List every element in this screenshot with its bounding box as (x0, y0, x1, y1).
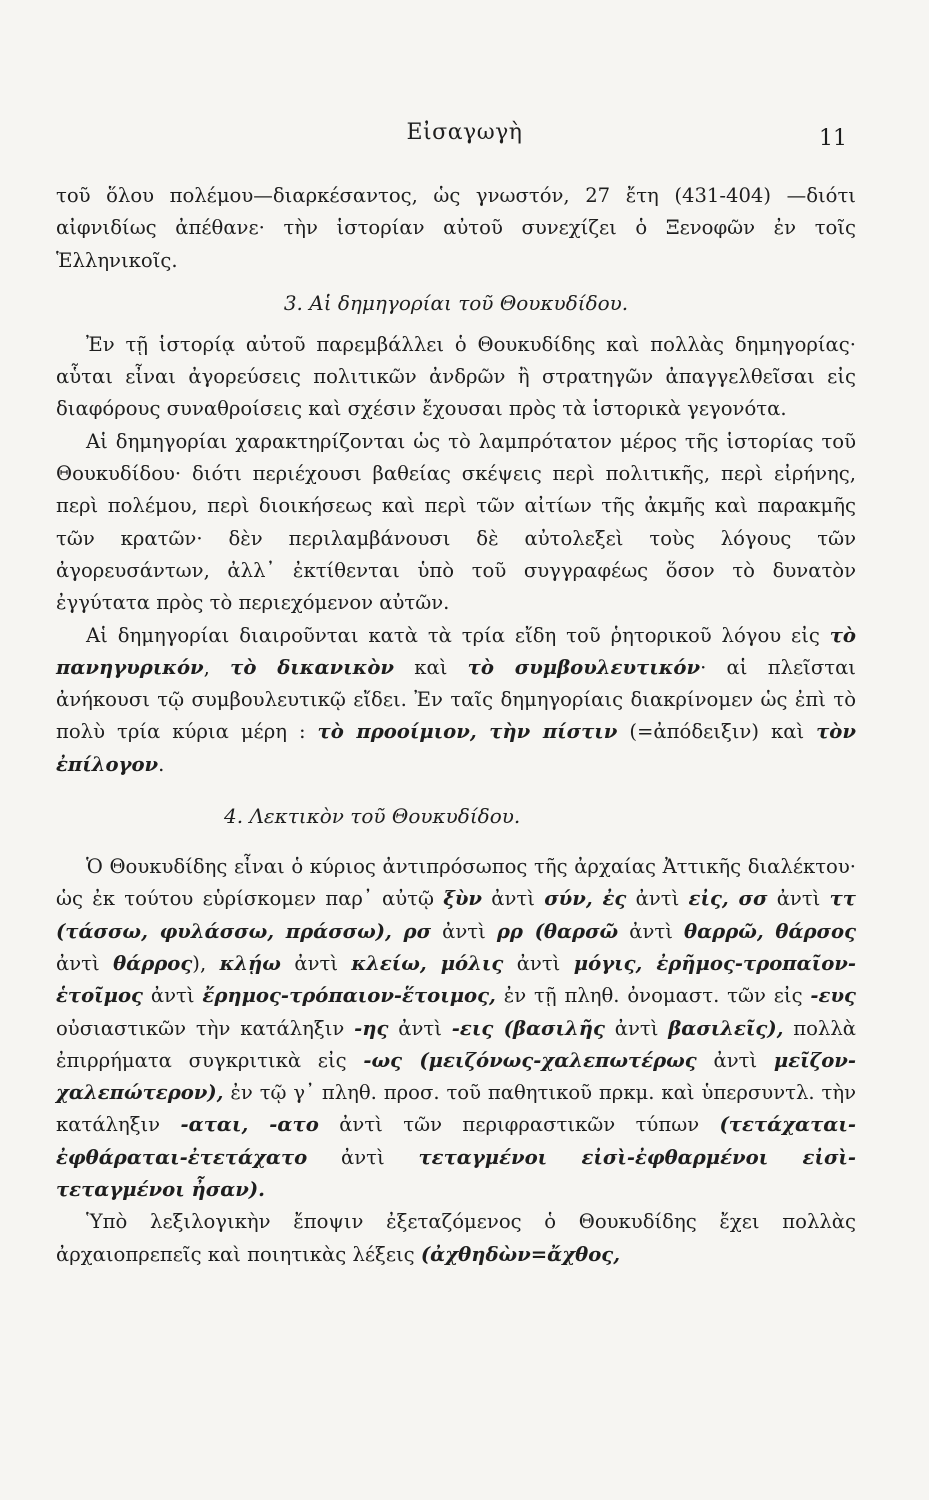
text-run: Ὑπὸ λεξιλογικὴν ἔποψιν ἐξεταζόμενος ὁ Θουκυδίδης ἔχει πολλὰς ἀρχαιοπρεπεῖς καὶ ποιητικὰς λέξεις (56, 1210, 856, 1266)
intro-paragraph: τοῦ ὅλου πολέμου—διαρκέσαντος, ὡς γνωστόν, 27 ἔτη (431-404) —διότι αἰφνιδίως ἀπέθανε· τὴν ἱστορίαν αὐτοῦ συνεχίζει ὁ Ξενοφῶν ἐν τοῖς Ἑλληνικοῖς. (56, 184, 856, 272)
page-header (0, 110, 929, 150)
text-run: ), (192, 951, 220, 975)
text-run: ἀντὶ (696, 1048, 774, 1072)
term: βασιλεῖς), (668, 1016, 784, 1040)
text-run: Αἱ δημηγορίαι διαιροῦνται κατὰ τὰ τρία εἴδη τοῦ ῥητορικοῦ λόγου εἰς (86, 623, 830, 647)
section-4-heading: 4. Λεκτικὸν τοῦ Θουκυδίδου. (224, 804, 521, 829)
text-run: ἀντὶ (626, 887, 689, 911)
text-run: ἐν τῇ πληθ. ὀνομαστ. τῶν εἰς (495, 984, 811, 1008)
term: ξὺν (443, 887, 483, 911)
section-3-heading: 3. Αἱ δημηγορίαι τοῦ Θουκυδίδου. (283, 290, 629, 315)
text-run: · αἱ πλεῖσται ἀνήκουσι τῷ συμβουλευτικῷ εἴδει. Ἐν ταῖς δημηγορίαις διακρίνομεν ὡς ἐπὶ τὸ πολὺ τρία κύρια μέρη : (56, 655, 856, 744)
term: κλείω, μόλις (351, 951, 504, 975)
text-run: ἀντὶ (767, 887, 830, 911)
text-run: οὐσιαστικῶν τὴν κατάληξιν (56, 1016, 355, 1040)
term: κλῄω (219, 951, 281, 975)
text-run: , (203, 655, 231, 679)
text-run: ἀντὶ (388, 1016, 452, 1040)
text-run: ἀντὶ (618, 919, 685, 943)
term-judicial: τὸ δικανικὸν (230, 655, 394, 679)
term-panegyric: τὸ πανηγυρικόν (56, 623, 856, 679)
term: -αται, -ατο (180, 1113, 319, 1137)
term: ἔρημος-τρόπαιον-ἕτοιμος, (202, 984, 496, 1008)
term: μεῖζον-χαλεπώτερον), (56, 1048, 857, 1105)
term: θαρρῶ, θάρσος (684, 919, 857, 943)
text-run: πολλὰ ἐπιρρήματα συγκριτικὰ εἰς (56, 1016, 856, 1072)
term: -ης (354, 1016, 389, 1040)
term: (ἀχθηδὼν=ἄχθος, (420, 1242, 621, 1266)
section-3-paragraph-1: Ἐν τῇ ἱστορίᾳ αὐτοῦ παρεμβάλλει ὁ Θουκυδίδης καὶ πολλὰς δημηγορίας· αὗται εἶναι ἀγορεύσεις πολιτικῶν ἀνδρῶν ἢ στρατηγῶν ἀπαγγελθεῖσαι εἰς διαφόρους συναθροίσεις καὶ σχέσιν ἔχουσαι πρὸς τὰ ἱστορικὰ γεγονότα. (56, 332, 856, 421)
running-title: Εἰσαγωγὴ (406, 120, 523, 145)
term: -ως (μειζόνως-χαλεπωτέρως (363, 1048, 697, 1072)
text-run: ἀντὶ (280, 951, 352, 975)
text-run: ἀντὶ (143, 984, 203, 1008)
term-prooemium: τὸ προοίμιον, τὴν πίστιν (317, 720, 618, 744)
text-run: ἐν τῷ γ᾽ πληθ. προσ. τοῦ παθητικοῦ πρκμ. καὶ ὑπερσυντλ. τὴν κατάληξιν (56, 1081, 856, 1137)
term: ρρ (θαρσῶ (496, 919, 619, 943)
term: ττ (τάσσω, φυλάσσω, πράσσω), ρσ (56, 887, 856, 943)
text-run: . (158, 752, 165, 776)
term: εἰς, σσ (688, 887, 768, 911)
term: -εις (βασιλῆς (451, 1016, 605, 1040)
term: θάρρος (113, 951, 193, 975)
term: τεταγμένοι εἰσὶ-ἐφθαρμένοι εἰσὶ-τεταγμένοι ἦσαν). (56, 1145, 856, 1202)
text-run: ἀντὶ (604, 1016, 669, 1040)
section-4-paragraph-2 (56, 1206, 856, 1271)
section-4-paragraph-1 (56, 851, 856, 1206)
text-run: ἀντὶ (503, 951, 574, 975)
text-run: ἀντὶ (56, 951, 114, 975)
section-3-paragraph-2: Αἱ δημηγορίαι χαρακτηρίζονται ὡς τὸ λαμπρότατον μέρος τῆς ἱστορίας τοῦ Θουκυδίδου· διότι περιέχουσι βαθείας σκέψεις περὶ πολιτικῆς, περὶ εἰρήνης, περὶ πολέμου, περὶ διοικήσεως καὶ περὶ τῶν αἰτίων τῆς ἀκμῆς καὶ παρακμῆς τῶν κρατῶν· δὲν περιλαμβάνουσι δὲ αὐτολεξεὶ τοὺς λόγους τῶν ἀγορευσάντων, ἀλλ᾽ ἐκτίθενται ὑπὸ τοῦ συγγραφέως ὅσον τὸ δυνατὸν ἐγγύτατα πρὸς τὸ περιεχόμενον αὐτῶν. (56, 429, 856, 615)
text-run: (=ἀπόδειξιν) καὶ (617, 720, 817, 744)
text-run: ἀντὶ (431, 919, 497, 943)
term: σύν, ἐς (544, 887, 627, 911)
term-epilogue: τὸν ἐπίλογον (56, 720, 856, 776)
page-body (56, 180, 856, 1271)
term-deliberative: τὸ συμβουλευτικόν (467, 655, 701, 679)
text-run: καὶ (393, 655, 468, 679)
term: (τετάχαται-ἐφθάραται-ἐτετάχατο (56, 1113, 856, 1169)
page-number: 11 (819, 126, 847, 151)
text-run: Ὁ Θουκυδίδης εἶναι ὁ κύριος ἀντιπρόσωπος τῆς ἀρχαίας Ἀττικῆς διαλέκτου· ὡς ἐκ τούτου εὑρίσκομεν παρ᾽ αὐτῷ (56, 855, 856, 911)
term: μόγις, ἐρῆμος-τροπαῖον-ἑτοῖμος (56, 951, 857, 1008)
text-run: ἀντὶ τῶν περιφραστικῶν τύπων (318, 1113, 720, 1137)
section-3-paragraph-3 (56, 620, 856, 781)
text-run: ἀντὶ (307, 1145, 419, 1169)
term: -ευς (810, 984, 856, 1008)
text-run: ἀντὶ (482, 887, 545, 911)
